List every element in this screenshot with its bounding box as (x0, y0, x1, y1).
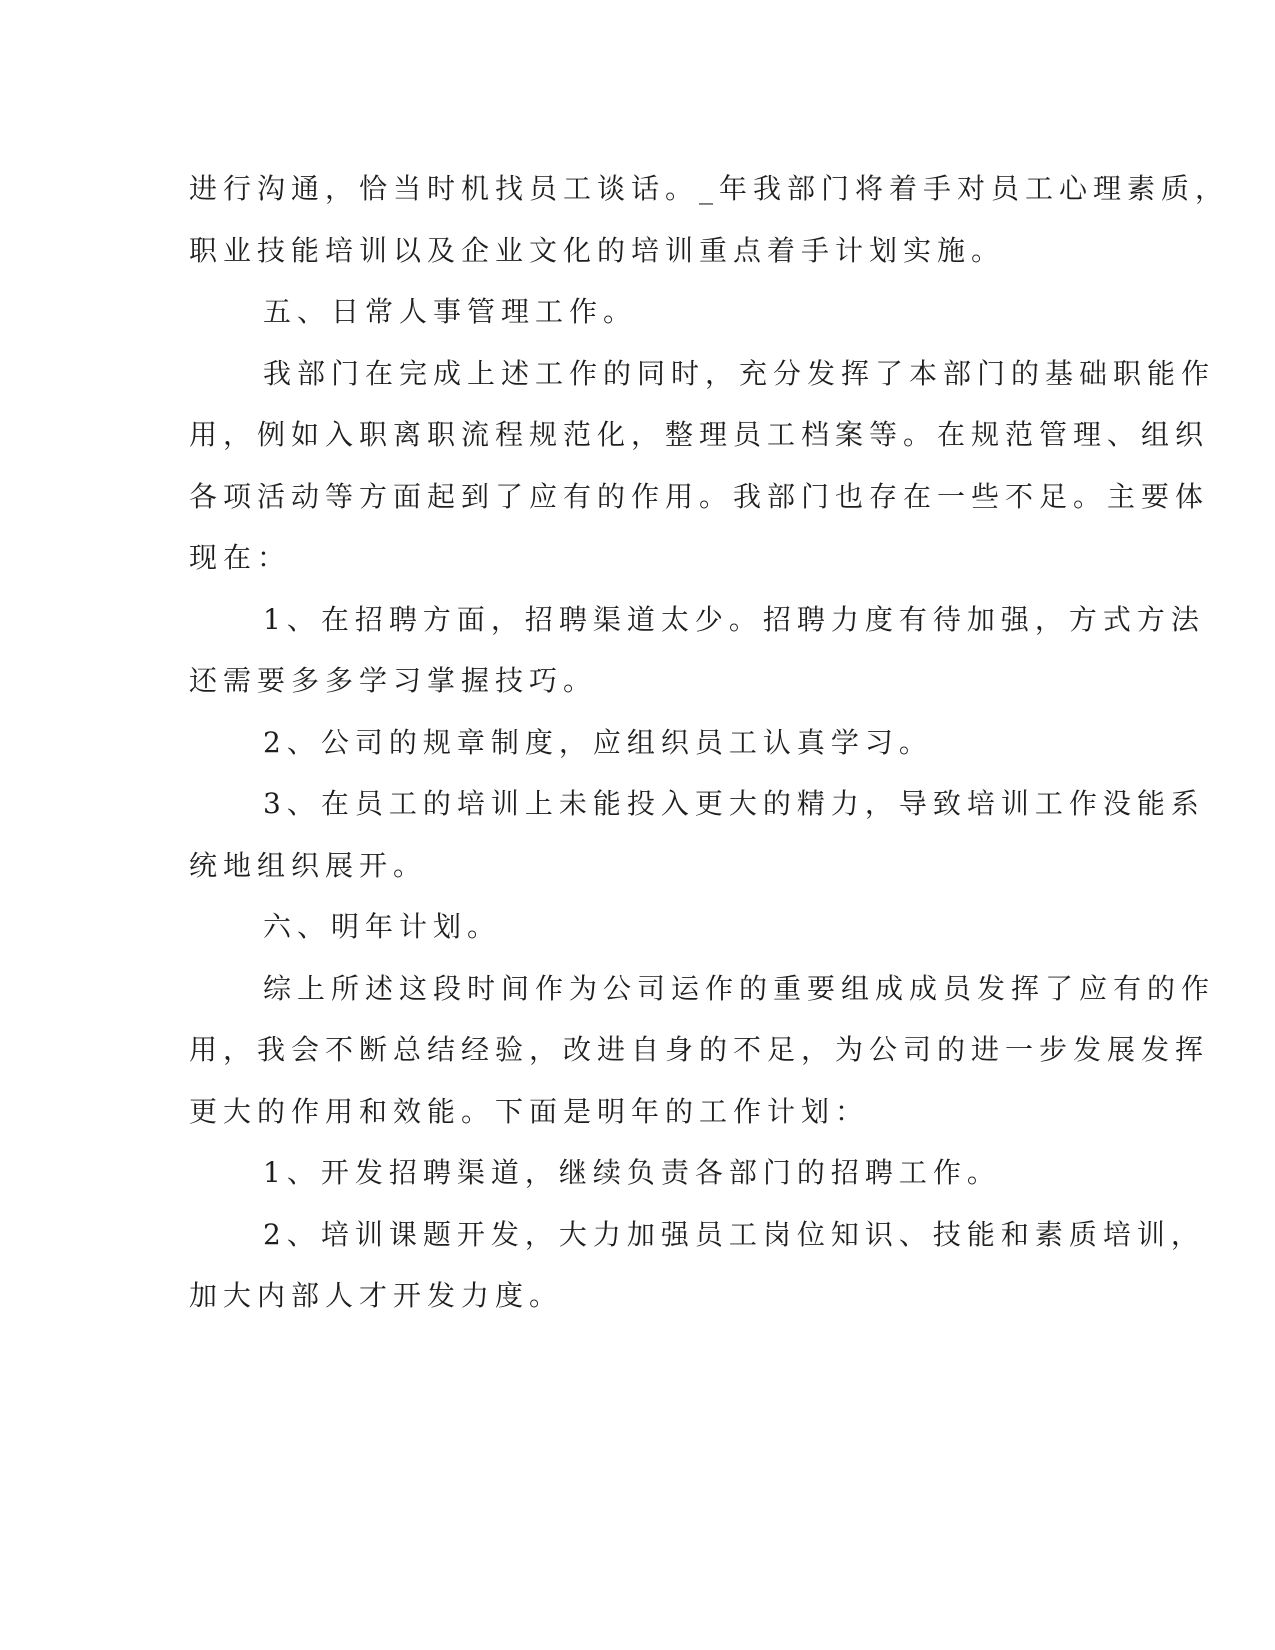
list-item: 2、公司的规章制度，应组织员工认真学习。 (263, 725, 933, 759)
text-line: 还需要多多学习掌握技巧。 (189, 664, 598, 697)
text-line: 更大的作用和效能。下面是明年的工作计划： (189, 1094, 870, 1128)
list-item: 3、在员工的培训上未能投入更大的精力，导致培训工作没能系 (263, 787, 1205, 820)
section-heading: 六、明年计划。 (263, 910, 502, 943)
list-item: 1、在招聘方面，招聘渠道太少。招聘力度有待加强，方式方法 (263, 602, 1205, 636)
text-line: 各项活动等方面起到了应有的作用。我部门也存在一些不足。主要体 (189, 479, 1210, 513)
text-line: 加大内部人才开发力度。 (189, 1279, 564, 1312)
text-line: 综上所述这段时间作为公司运作的重要组成成员发挥了应有的作 (263, 971, 1216, 1005)
text-line: 职业技能培训以及企业文化的培训重点着手计划实施。 (189, 233, 1006, 267)
text-line: 统地组织展开。 (189, 848, 428, 882)
text-line: 用，例如入职离职流程规范化，整理员工档案等。在规范管理、组织 (189, 418, 1210, 451)
text-line: 现在： (189, 541, 292, 574)
list-item: 2、培训课题开发，大力加强员工岗位知识、技能和素质培训， (263, 1217, 1205, 1251)
document-body (189, 158, 1230, 1327)
text-line: 用，我会不断总结经验，改进自身的不足，为公司的进一步发展发挥 (189, 1033, 1210, 1066)
section-heading: 五、日常人事管理工作。 (263, 295, 638, 328)
list-item: 1、开发招聘渠道，继续负责各部门的招聘工作。 (263, 1156, 1001, 1189)
text-line: 我部门在完成上述工作的同时，充分发挥了本部门的基础职能作 (263, 356, 1216, 390)
text-line: 进行沟通，恰当时机找员工谈话。_年我部门将着手对员工心理素质， (189, 172, 1230, 205)
